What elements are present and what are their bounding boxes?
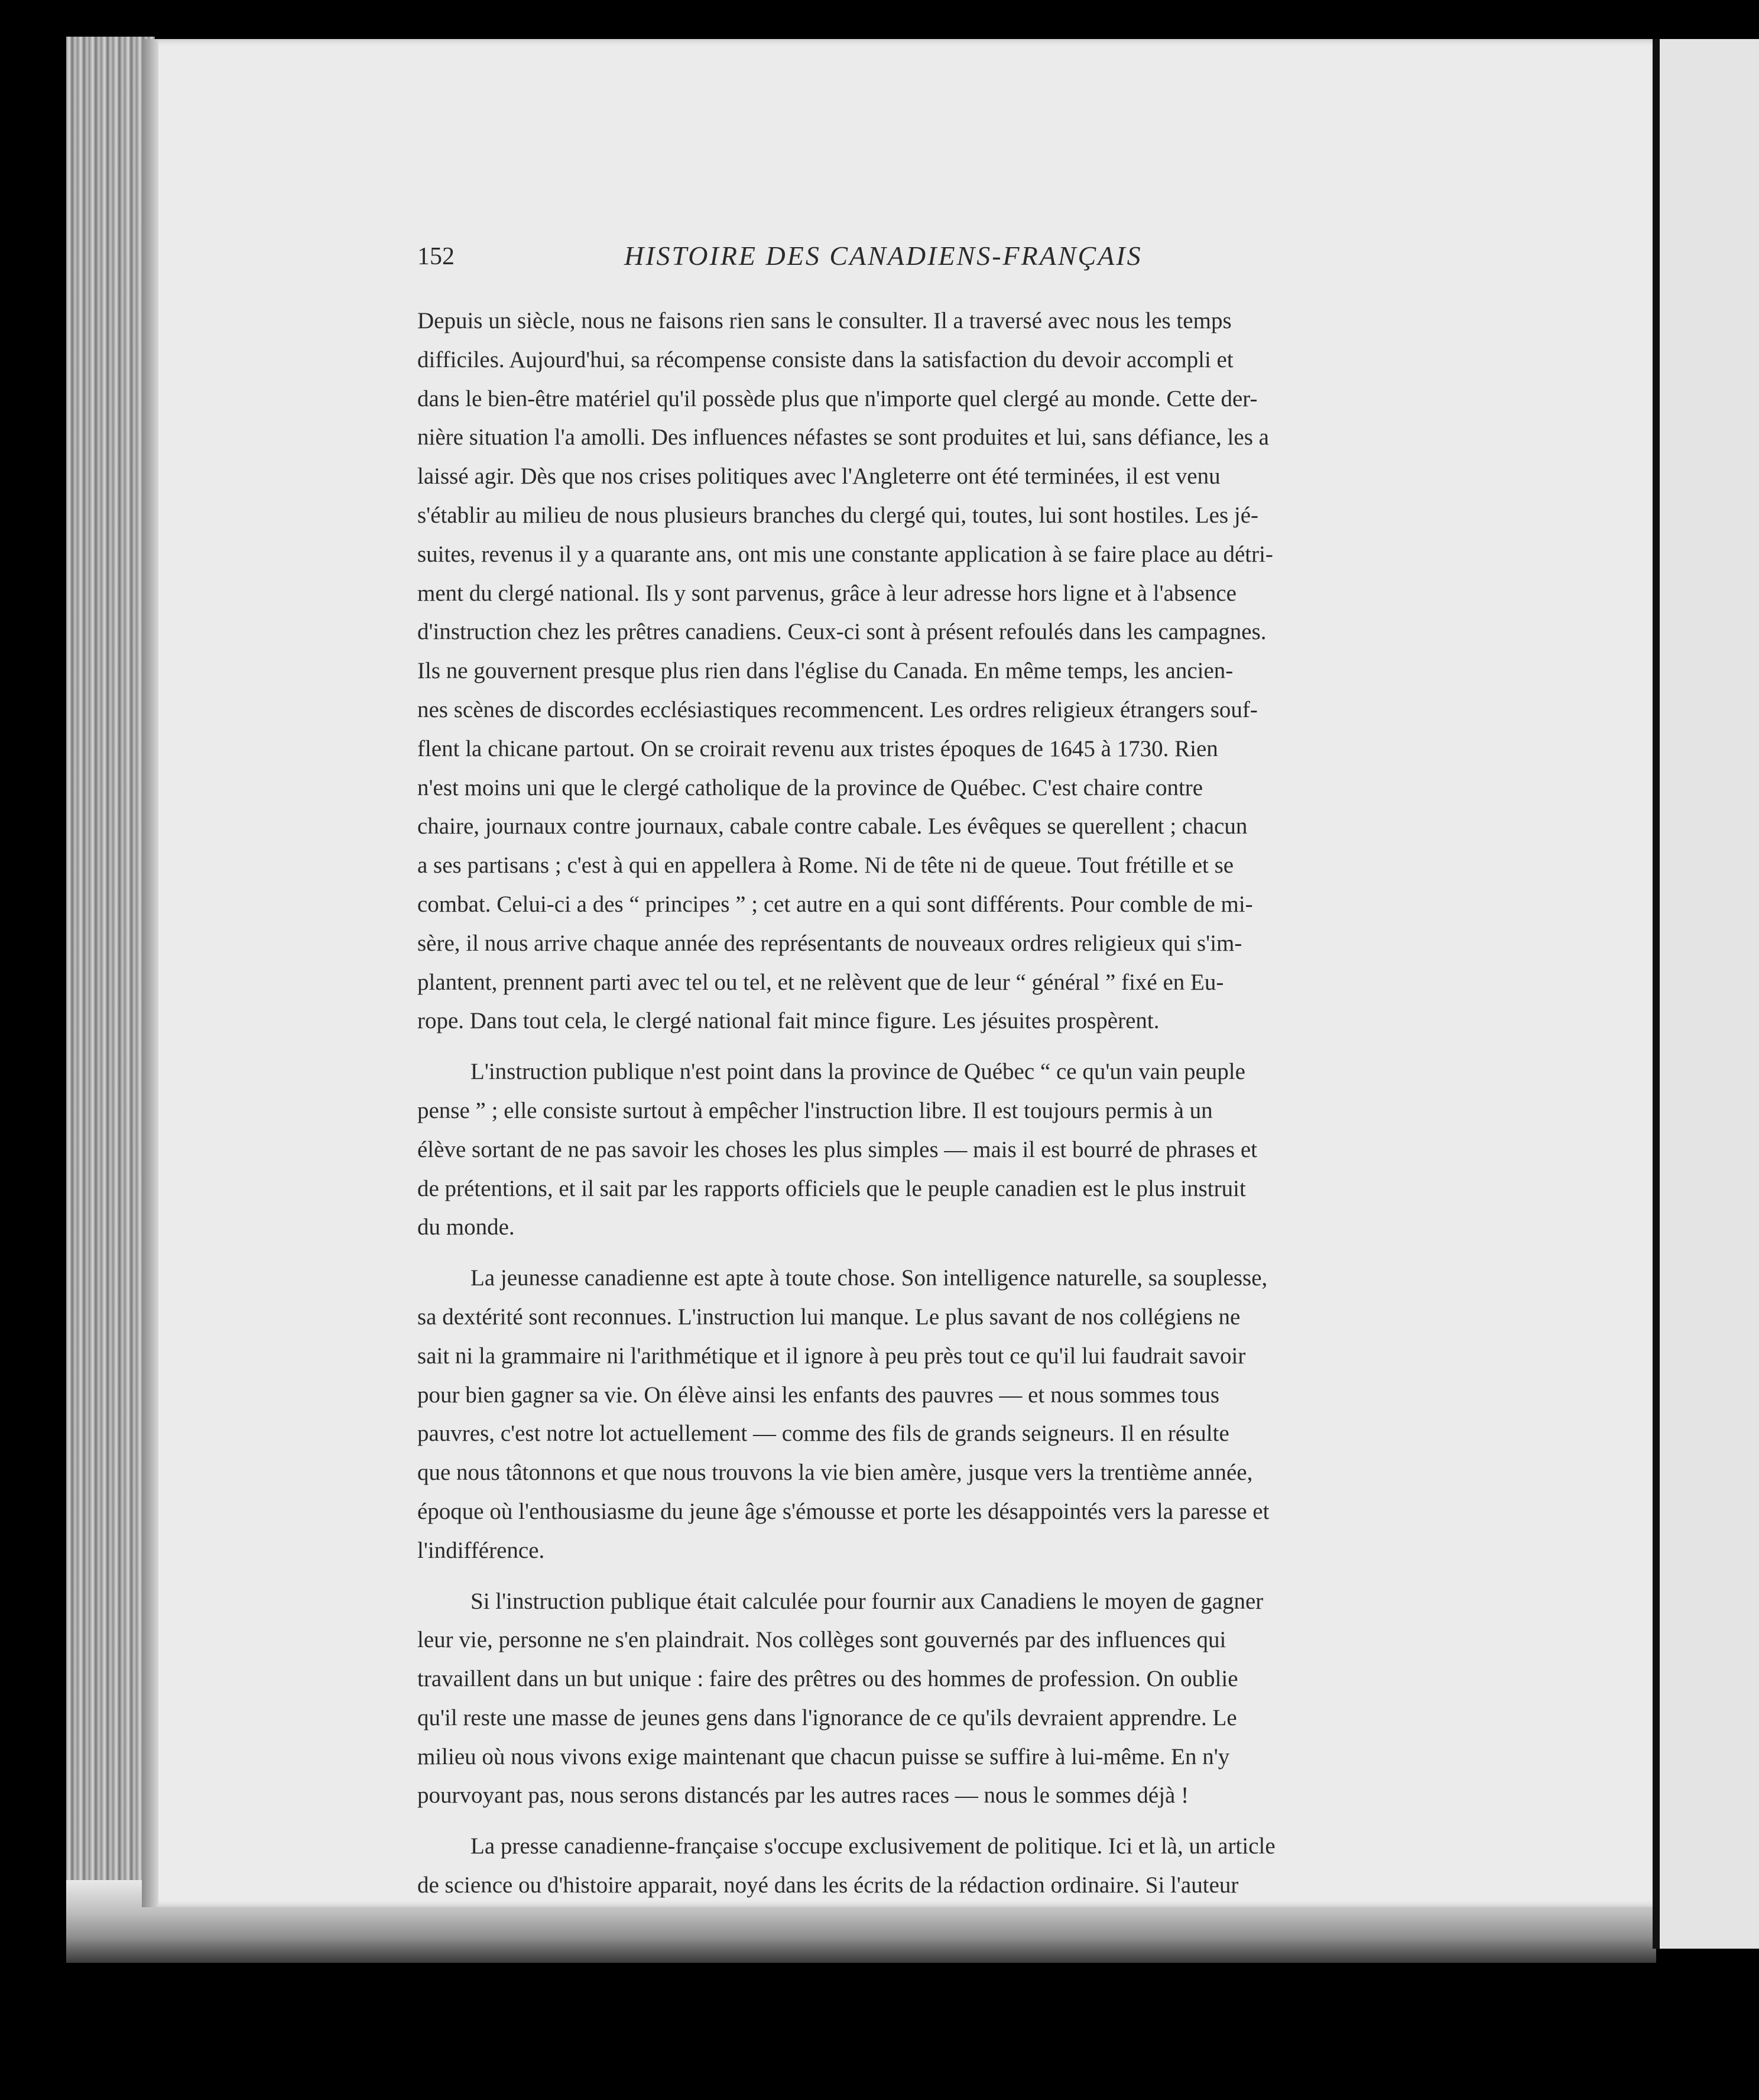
page-gutter (142, 39, 158, 1907)
text-line: a ses partisans ; c'est à qui en appellera à Rome. Ni de tête ni de queue. Tout frétille et se (417, 853, 1234, 879)
text-line: dans le bien-être matériel qu'il possède plus que n'importe quel clergé au monde. Cette der- (417, 385, 1258, 411)
page-divider (1653, 39, 1660, 1949)
text-line: s'établir au milieu de nous plusieurs branches du clergé qui, toutes, lui sont hostiles. Les jé- (417, 502, 1259, 528)
text-line: La jeunesse canadienne est apte à toute chose. Son intelligence naturelle, sa souplesse, (470, 1265, 1268, 1291)
text-line: travaillent dans un but unique : faire des prêtres ou des hommes de profession. On oublie (417, 1666, 1238, 1692)
text-line: nes scènes de discordes ecclésiastiques recommencent. Les ordres religieux étrangers souf- (417, 696, 1258, 722)
running-head (417, 236, 1427, 284)
paragraph (417, 1259, 1427, 1570)
text-line: milieu où nous vivons exige maintenant que chacun puisse se suffire à lui-même. En n'y (417, 1743, 1230, 1770)
text-line: laissé agir. Dès que nos crises politiques avec l'Angleterre ont été terminées, il est venu (417, 464, 1221, 490)
paragraph (417, 1052, 1427, 1247)
body-text (417, 302, 1427, 1905)
text-line: sait ni la grammaire ni l'arithmétique et il ignore à peu près tout ce qu'il lui faudrait savoir (417, 1343, 1246, 1369)
next-page-sliver (1660, 39, 1759, 1949)
text-line: leur vie, personne ne s'en plaindrait. Nos collèges sont gouvernés par des influences qui (417, 1627, 1226, 1653)
text-line: pour bien gagner sa vie. On élève ainsi les enfants des pauvres — et nous sommes tous (417, 1382, 1220, 1408)
text-line: nière situation l'a amolli. Des influences néfastes se sont produites et lui, sans défiance, les a (417, 424, 1269, 451)
text-line: plantent, prennent parti avec tel ou tel, et ne relèvent que de leur “ général ” fixé en Eu- (417, 969, 1224, 995)
text-block (417, 236, 1427, 1898)
text-line: difficiles. Aujourd'hui, sa récompense consiste dans la satisfaction du devoir accompli et (417, 346, 1234, 372)
text-line: Ils ne gouvernent presque plus rien dans l'église du Canada. En même temps, les ancien- (417, 658, 1234, 684)
text-line: de prétentions, et il sait par les rapports officiels que le peuple canadien est le plus instruit (417, 1175, 1246, 1201)
text-line: d'instruction chez les prêtres canadiens. Ceux-ci sont à présent refoulés dans les campagnes. (417, 619, 1267, 645)
text-line: suites, revenus il y a quarante ans, ont mis une constante application à se faire place au détri- (417, 541, 1273, 567)
text-line: époque où l'enthousiasme du jeune âge s'émousse et porte les désappointés vers la paresse et (417, 1498, 1270, 1524)
text-line: que nous tâtonnons et que nous trouvons la vie bien amère, jusque vers la trentième année, (417, 1460, 1253, 1486)
paragraph-gap (417, 1815, 1427, 1827)
paragraph-gap (417, 1570, 1427, 1582)
text-line: élève sortant de ne pas savoir les choses les plus simples — mais il est bourré de phrases et (417, 1136, 1257, 1162)
paragraph (417, 302, 1427, 1041)
text-line: ment du clergé national. Ils y sont parvenus, grâce à leur adresse hors ligne et à l'absence (417, 580, 1237, 606)
text-line: La presse canadienne-française s'occupe exclusivement de politique. Ici et là, un article (470, 1833, 1276, 1859)
page-number: 152 (417, 243, 455, 270)
text-line: pense ” ; elle consiste surtout à empêcher l'instruction libre. Il est toujours permis à un (417, 1097, 1213, 1123)
text-line: l'indifférence. (417, 1537, 545, 1563)
text-line: de science ou d'histoire apparait, noyé dans les écrits de la rédaction ordinaire. Si l'auteur (417, 1872, 1239, 1898)
text-line: sa dextérité sont reconnues. L'instruction lui manque. Le plus savant de nos collégiens ne (417, 1304, 1241, 1330)
paragraph-gap (417, 1247, 1427, 1259)
paragraph-gap (417, 1041, 1427, 1052)
text-line: pauvres, c'est notre lot actuellement — comme des fils de grands seigneurs. Il en résulte (417, 1421, 1229, 1447)
text-line: Si l'instruction publique était calculée pour fournir aux Canadiens le moyen de gagner (470, 1588, 1264, 1614)
text-line: rope. Dans tout cela, le clergé national fait mince figure. Les jésuites prospèrent. (417, 1008, 1160, 1034)
text-line: du monde. (417, 1214, 515, 1240)
text-line: qu'il reste une masse de jeunes gens dans l'ignorance de ce qu'ils devraient apprendre. Le (417, 1704, 1237, 1730)
text-line: Depuis un siècle, nous ne faisons rien sans le consulter. Il a traversé avec nous les temps (417, 308, 1232, 333)
text-line: combat. Celui-ci a des “ principes ” ; cet autre en a qui sont différents. Pour comble de mi- (417, 891, 1253, 917)
paragraph (417, 1582, 1427, 1816)
text-line: chaire, journaux contre journaux, cabale contre cabale. Les évêques se querellent ; chacun (417, 814, 1248, 840)
paragraph (417, 1827, 1427, 1905)
text-line: flent la chicane partout. On se croirait revenu aux tristes époques de 1645 à 1730. Rien (417, 735, 1218, 761)
text-line: sère, il nous arrive chaque année des représentants de nouveaux ordres religieux qui s'im- (417, 930, 1242, 956)
text-line: pourvoyant pas, nous serons distancés par les autres races — nous le sommes déjà ! (417, 1783, 1189, 1809)
running-title: HISTOIRE DES CANADIENS-FRANÇAIS (624, 241, 1143, 271)
text-line: L'instruction publique n'est point dans la province de Québec “ ce qu'un vain peuple (470, 1059, 1245, 1085)
text-line: n'est moins uni que le clergé catholique de la province de Québec. C'est chaire contre (417, 774, 1203, 801)
